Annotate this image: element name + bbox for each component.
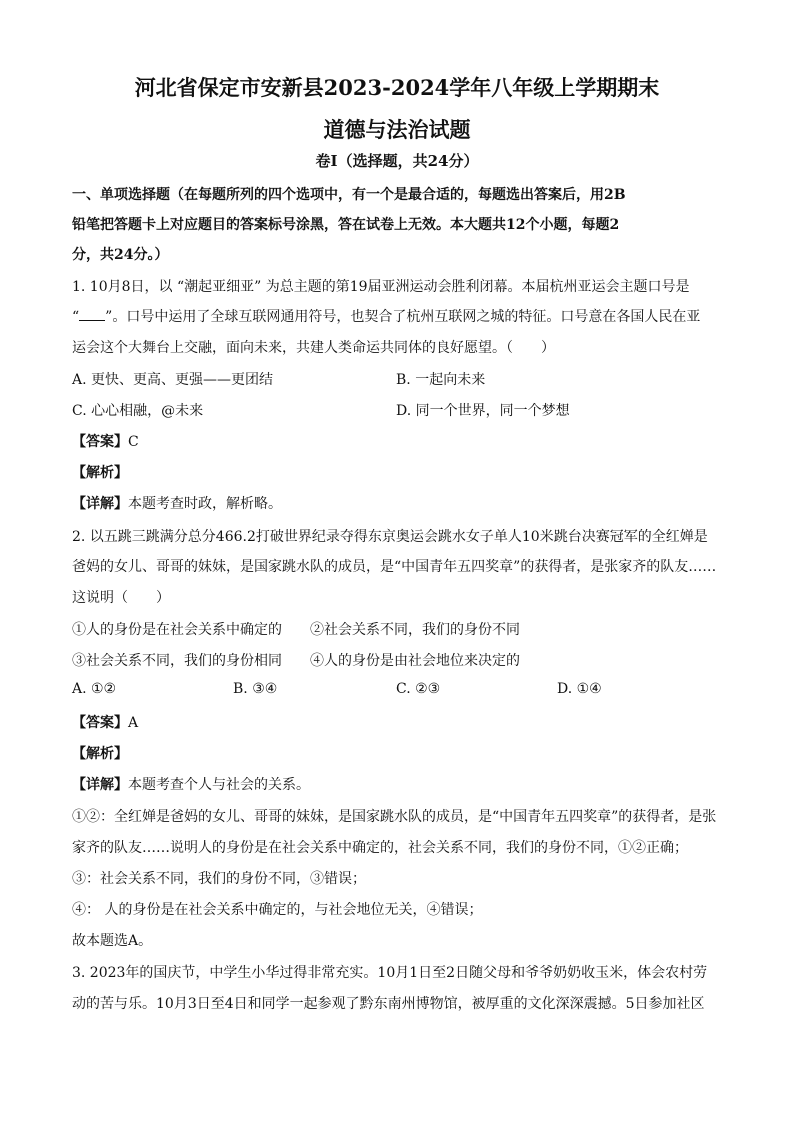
q1-option-d: D. 同一个世界，同一个梦想 [396, 403, 570, 419]
q2-option-a: A. ①② [72, 681, 117, 697]
q1-stem-3: 运会这个大舞台上交融，面向未来，共建人类命运共同体的良好愿望。（ ） [72, 340, 555, 356]
q2-detail-label: 【详解】 [72, 777, 128, 793]
q1-detail-text: 本题考查时政，解析略。 [128, 496, 282, 512]
q1-detail [72, 493, 722, 513]
q1-stem-2 [72, 306, 722, 326]
section-instructions-3: 分，共24分。） [72, 247, 169, 263]
q2-stem-3: 这说明（ ） [72, 590, 170, 606]
q1-answer-value: C [128, 434, 139, 450]
q2-option-c: C. ②③ [396, 681, 441, 697]
q2-stem-1: 2. 以五跳三跳满分总分466.2打破世界纪录夺得东京奥运会跳水女子单人10米跳台决赛冠军的全红婵是 [72, 529, 708, 545]
q2-statement-4: ④人的身份是由社会地位来决定的 [310, 653, 520, 669]
q1-analysis-label: 【解析】 [72, 465, 128, 481]
q1-answer [72, 431, 722, 451]
volume-heading: 卷Ⅰ（选择题，共24分） [315, 152, 479, 170]
section-instructions-1: 一、单项选择题（在每题所列的四个选项中，有一个是最合适的，每题选出答案后，用2B [72, 187, 626, 203]
q1-option-a: A. 更快、更高、更强——更团结 [72, 372, 274, 388]
q1-option-c: C. 心心相融，@未来 [72, 403, 204, 419]
q2-analysis-label: 【解析】 [72, 746, 128, 762]
q3-stem-2: 动的苦与乐。10月3日至4日和同学一起参观了黔东南州博物馆，被厚重的文化深深震撼。5日参加社区 [72, 996, 705, 1012]
exam-title: 河北省保定市安新县2023-2024学年八年级上学期期末 [134, 75, 660, 100]
q2-statement-3: ③社会关系不同，我们的身份相同 [72, 653, 282, 669]
q2-answer-value: A [128, 715, 139, 731]
q2-explanation-4: ④： 人的身份是在社会关系中确定的，与社会地位无关，④错误； [72, 902, 483, 918]
q2-stem-2: 爸妈的女儿、哥哥的妹妹，是国家跳水队的成员，是“中国青年五四奖章”的获得者，是张家齐的队友…… [72, 559, 717, 575]
q1-quote-open: “ [72, 309, 80, 325]
q1-stem-1: 1. 10月8日，以 “潮起亚细亚” 为总主题的第19届亚洲运动会胜利闭幕。本届杭州亚运会主题口号是 [72, 279, 690, 295]
q2-detail [72, 774, 722, 794]
exam-subject: 道德与法治试题 [323, 117, 471, 142]
q2-explanation-2: 家齐的队友……说明人的身份是在社会关系中确定的，社会关系不同，我们的身份不同，①②正确； [72, 840, 688, 856]
q2-explanation-1: ①②：全红婵是爸妈的女儿、哥哥的妹妹，是国家跳水队的成员，是“中国青年五四奖章”的获得者，是张 [72, 809, 717, 825]
q2-statement-1: ①人的身份是在社会关系中确定的 [72, 622, 282, 638]
q3-stem-1: 3. 2023年的国庆节，中学生小华过得非常充实。10月1日至2日随父母和爷爷奶奶收玉米，体会农村劳 [72, 965, 708, 981]
q2-answer [72, 712, 722, 732]
q2-answer-label: 【答案】 [72, 715, 128, 731]
q2-explanation-3: ③：社会关系不同，我们的身份不同，③错误； [72, 871, 366, 887]
q2-explanation-5: 故本题选A。 [72, 933, 153, 949]
q2-option-b: B. ③④ [233, 681, 278, 697]
q1-detail-label: 【详解】 [72, 496, 128, 512]
q2-option-d: D. ①④ [557, 681, 602, 697]
q2-detail-text: 本题考查个人与社会的关系。 [128, 777, 310, 793]
q1-stem-2-text: ”。口号中运用了全球互联网通用符号，也契合了杭州互联网之城的特征。口号意在各国人民在亚 [105, 309, 701, 325]
q1-answer-label: 【答案】 [72, 434, 128, 450]
q1-option-b: B. 一起向未来 [396, 372, 486, 388]
section-instructions-2: 铅笔把答题卡上对应题目的答案标号涂黑，答在试卷上无效。本大题共12个小题，每题2 [72, 217, 620, 233]
q1-blank [79, 308, 105, 321]
q2-statement-2: ②社会关系不同，我们的身份不同 [310, 622, 520, 638]
